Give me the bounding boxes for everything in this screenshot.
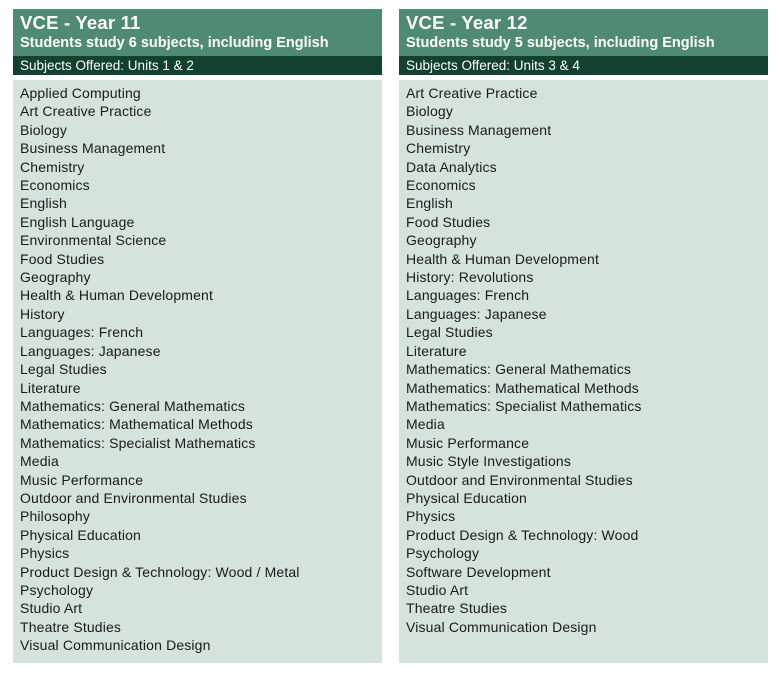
subject-item: Theatre Studies: [20, 618, 122, 635]
subject-item: Physics: [406, 508, 456, 525]
subject-item: Software Development: [406, 563, 551, 580]
subject-item: Visual Communication Design: [20, 637, 211, 654]
subject-item: Mathematics: General Mathematics: [406, 361, 631, 378]
subject-item: Outdoor and Environmental Studies: [20, 489, 247, 506]
year11-header: [13, 9, 382, 56]
subject-item: History: Revolutions: [406, 269, 534, 286]
subject-item: Mathematics: Mathematical Methods: [20, 416, 253, 433]
subject-item: Food Studies: [406, 213, 491, 230]
subject-item: Data Analytics: [406, 158, 497, 175]
year12-panel: [399, 9, 768, 663]
subject-item: Physical Education: [20, 526, 141, 543]
subject-item: Legal Studies: [406, 324, 493, 341]
subject-item: Product Design & Technology: Wood / Metal: [20, 563, 300, 580]
subject-item: Biology: [20, 121, 67, 138]
subject-item: Economics: [20, 177, 90, 194]
subject-item: Physical Education: [406, 489, 527, 506]
year12-title: VCE - Year 12: [406, 12, 528, 33]
subject-item: Languages: Japanese: [406, 305, 547, 322]
subject-item: Art Creative Practice: [406, 85, 538, 101]
subject-item: English: [20, 195, 67, 212]
subject-item: Languages: French: [20, 324, 144, 341]
year12-subject-box: [399, 80, 768, 663]
subject-item: Psychology: [406, 545, 480, 562]
subject-item: Geography: [20, 269, 91, 286]
subject-item: Legal Studies: [20, 361, 107, 378]
subject-item: Environmental Science: [20, 232, 167, 249]
subject-item: Outdoor and Environmental Studies: [406, 471, 633, 488]
subject-item: Studio Art: [20, 600, 83, 617]
year11-offered-bar: Subjects Offered: Units 1 & 2: [13, 56, 382, 75]
subject-item: Languages: French: [406, 287, 530, 304]
year11-subject-box: [13, 80, 382, 663]
subject-item: Health & Human Development: [20, 287, 213, 304]
year11-subject-list: [20, 84, 375, 655]
subject-item: Mathematics: Mathematical Methods: [406, 379, 639, 396]
subject-item: Applied Computing: [20, 85, 141, 101]
year11-panel: [13, 9, 382, 663]
subject-item: Languages: Japanese: [20, 342, 161, 359]
subject-item: Music Performance: [20, 471, 144, 488]
subject-item: English Language: [20, 213, 135, 230]
subject-item: Product Design & Technology: Wood: [406, 526, 639, 543]
subject-item: Media: [20, 453, 59, 470]
subject-item: Chemistry: [406, 140, 471, 157]
year12-subtitle: Students study 5 subjects, including English: [406, 35, 715, 51]
subject-item: Chemistry: [20, 158, 85, 175]
subject-item: Food Studies: [20, 250, 105, 267]
subject-item: Music Style Investigations: [406, 453, 571, 470]
subject-item: Studio Art: [406, 581, 469, 598]
subject-item: Mathematics: General Mathematics: [20, 397, 245, 414]
subject-item: Visual Communication Design: [406, 618, 597, 635]
subject-item: Media: [406, 416, 445, 433]
subject-item: Biology: [406, 103, 453, 120]
year12-offered-bar: Subjects Offered: Units 3 & 4: [399, 56, 768, 75]
subject-item: Economics: [406, 177, 476, 194]
year11-title: VCE - Year 11: [20, 12, 141, 33]
subject-item: Theatre Studies: [406, 600, 508, 617]
subject-item: Literature: [406, 342, 467, 359]
year12-subject-list: [406, 84, 761, 636]
subject-item: Mathematics: Specialist Mathematics: [20, 434, 256, 451]
subject-item: Geography: [406, 232, 477, 249]
subject-item: History: [20, 305, 65, 322]
subject-item: Philosophy: [20, 508, 90, 525]
subject-item: English: [406, 195, 453, 212]
subject-item: Literature: [20, 379, 81, 396]
subject-item: Mathematics: Specialist Mathematics: [406, 397, 642, 414]
subject-item: Business Management: [406, 121, 552, 138]
subject-item: Music Performance: [406, 434, 530, 451]
subject-item: Psychology: [20, 581, 94, 598]
subject-item: Physics: [20, 545, 70, 562]
subject-item: Art Creative Practice: [20, 103, 152, 120]
year12-header: [399, 9, 768, 56]
year11-subtitle: Students study 6 subjects, including English: [20, 35, 329, 51]
subject-item: Health & Human Development: [406, 250, 599, 267]
subject-item: Business Management: [20, 140, 166, 157]
